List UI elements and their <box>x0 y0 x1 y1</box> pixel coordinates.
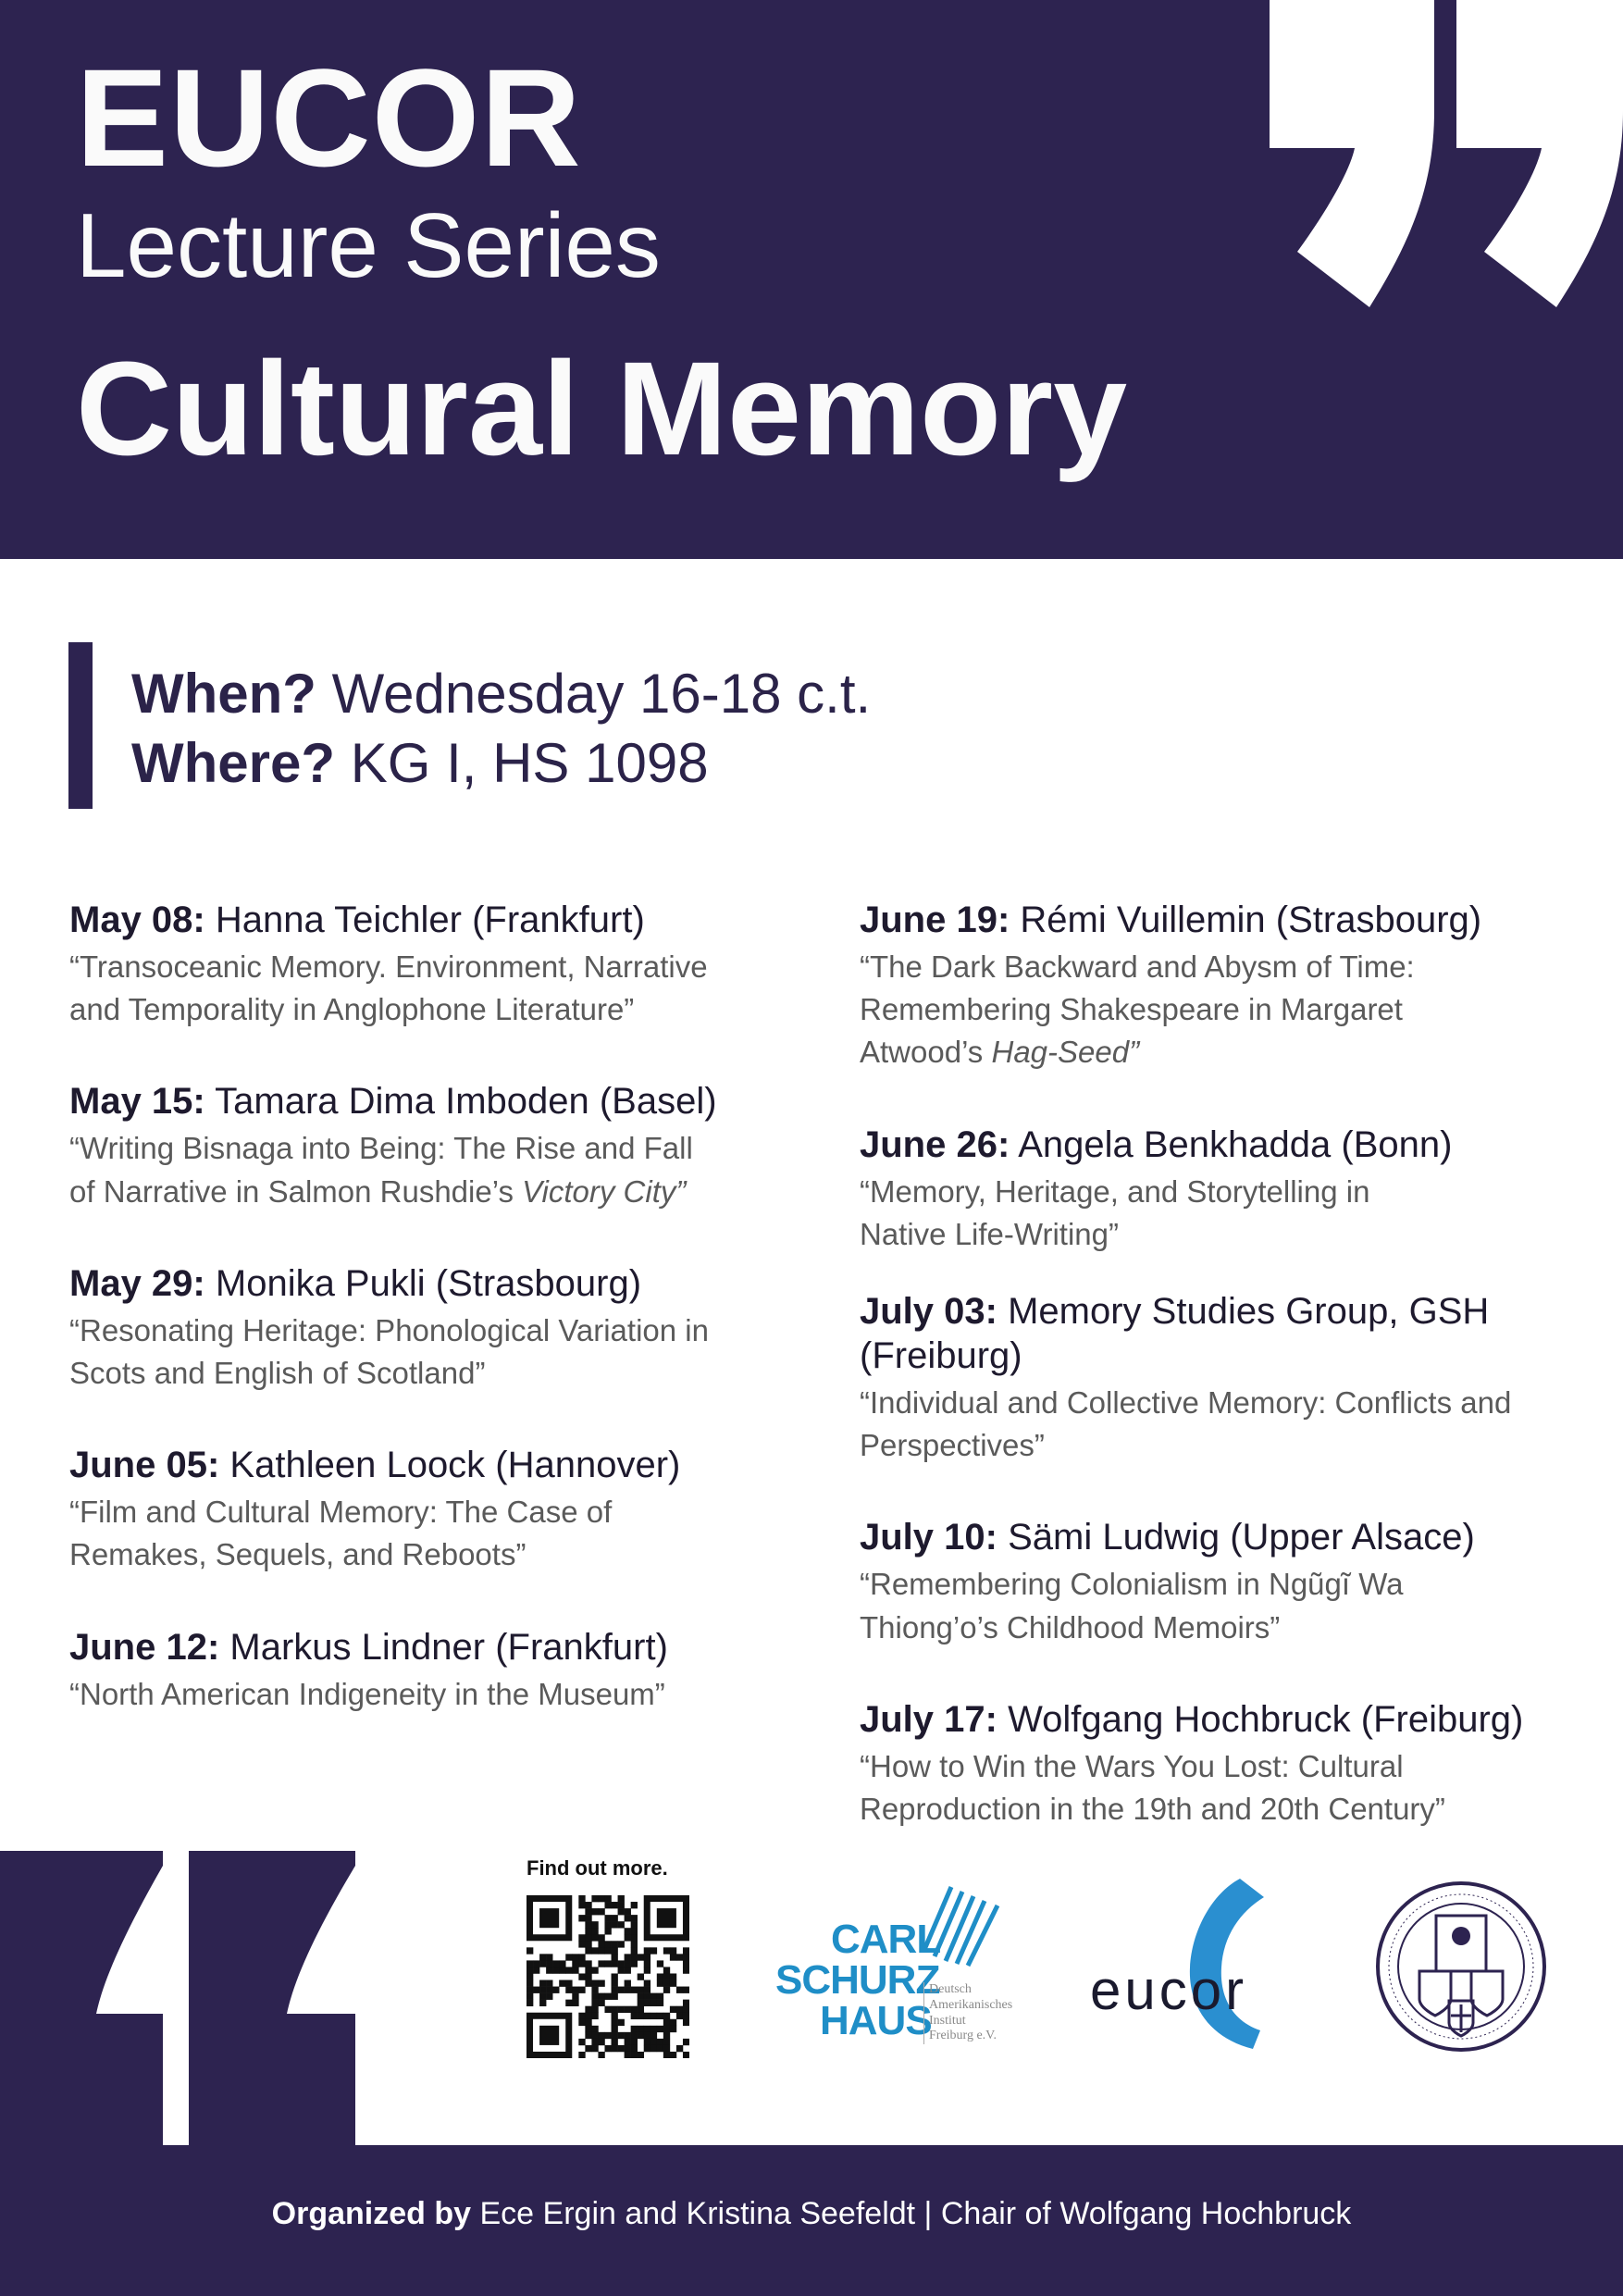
lecture-item <box>860 1289 1600 1467</box>
lecture-item <box>69 1625 810 1716</box>
lecture-date: July 17: <box>860 1698 997 1740</box>
lecture-speaker: Monika Pukli (Strasbourg) <box>215 1262 642 1304</box>
carl-schurz-haus-logo <box>775 1882 1025 2049</box>
lecture-topic: “How to Win the Wars You Lost: Cultural Reproduction in the 19th and 20th Century” <box>860 1748 1445 1826</box>
lecture-series-title: Cultural Memory <box>76 334 1128 483</box>
lecture-speaker: Markus Lindner (Frankfurt) <box>229 1626 668 1668</box>
series-subtitle: Lecture Series <box>76 194 661 296</box>
lecture-topic: “Resonating Heritage: Phonological Variation in Scots and English of Scotland” <box>69 1312 709 1390</box>
where-line <box>131 728 871 798</box>
lecture-speaker: Kathleen Loock (Hannover) <box>229 1445 681 1486</box>
when-value: Wednesday 16-18 c.t. <box>331 663 872 725</box>
when-label: When? <box>131 663 316 725</box>
csh-small-line: Deutsch <box>929 1982 972 1996</box>
closing-quote-icon <box>1258 0 1623 315</box>
csh-subtitle <box>923 1982 1012 2044</box>
lecture-topic: “Memory, Heritage, and Storytelling in Native Life-Writing” <box>860 1173 1370 1251</box>
university-seal-icon <box>1375 1880 1547 2053</box>
csh-small-line: Amerikanisches <box>929 1997 1013 2012</box>
where-value: KG I, HS 1098 <box>350 732 709 794</box>
lecture-date: June 05: <box>69 1445 220 1486</box>
where-label: Where? <box>131 732 336 794</box>
lecture-item <box>69 1443 810 1576</box>
lecture-topic: “Film and Cultural Memory: The Case of Remakes, Sequels, and Reboots” <box>69 1495 613 1572</box>
lectures-left-column <box>69 898 810 1716</box>
lecture-item <box>860 1515 1600 1648</box>
event-info <box>131 659 871 798</box>
lecture-speaker: Memory Studies Group, GSH (Freiburg) <box>860 1290 1490 1376</box>
lecture-item <box>860 1123 1600 1256</box>
lecture-date: May 15: <box>69 1081 205 1123</box>
lecture-speaker: Wolfgang Hochbruck (Freiburg) <box>1008 1698 1524 1740</box>
csh-small-line: Institut <box>929 2013 966 2028</box>
lectures-right-column <box>860 898 1600 1831</box>
lecture-topic: “Remembering Colonialism in Ngũgĩ Wa Thiong’o’s Childhood Memoirs” <box>860 1567 1404 1644</box>
eucor-wordmark: eucor <box>1090 1959 1248 2021</box>
lecture-item <box>69 1079 810 1212</box>
brand-title: EUCOR <box>76 40 582 195</box>
lecture-topic: “The Dark Backward and Abysm of Time: Remembering Shakespeare in Margaret Atwood’s <box>860 949 1415 1070</box>
lecture-item <box>69 1261 810 1395</box>
lecture-topic: “Transoceanic Memory. Environment, Narrative and Temporality in Anglophone Literature” <box>69 949 708 1027</box>
organized-text: Ece Ergin and Kristina Seefeldt | Chair of Wolfgang Hochbruck <box>479 2196 1352 2231</box>
lecture-topic: “Individual and Collective Memory: Conflicts and Perspectives” <box>860 1384 1512 1463</box>
lecture-date: May 08: <box>69 900 205 940</box>
organizers-line <box>0 2196 1623 2232</box>
lecture-speaker: Angela Benkhadda (Bonn) <box>1018 1123 1453 1165</box>
qr-code-icon[interactable] <box>527 1895 689 2058</box>
lecture-speaker: Sämi Ludwig (Upper Alsace) <box>1008 1517 1475 1558</box>
lecture-speaker: Tamara Dima Imboden (Basel) <box>215 1081 717 1123</box>
lecture-topic-italic: Hag-Seed” <box>991 1035 1140 1070</box>
when-line <box>131 659 871 728</box>
opening-quote-icon <box>0 1851 355 2145</box>
lecture-date: June 12: <box>69 1626 220 1668</box>
lecture-item <box>860 898 1600 1074</box>
lecture-topic: “North American Indigeneity in the Museum” <box>69 1676 665 1711</box>
lecture-topic-italic: Victory City” <box>522 1173 687 1209</box>
lecture-date: June 26: <box>860 1123 1010 1165</box>
csh-line-3: HAUS <box>820 1998 932 2043</box>
eucor-logo <box>1090 1875 1303 2051</box>
lecture-speaker: Hanna Teichler (Frankfurt) <box>215 900 645 940</box>
lecture-date: July 03: <box>860 1290 997 1332</box>
lecture-date: June 19: <box>860 900 1010 940</box>
csh-line-1: CARL <box>831 1917 941 1962</box>
lecture-topic: “Writing Bisnaga into Being: The Rise and Fall of Narrative in Salmon Rushdie’s <box>69 1131 693 1209</box>
lecture-item <box>860 1697 1600 1831</box>
csh-line-2: SCHURZ <box>775 1957 940 2003</box>
organized-label: Organized by <box>271 2196 472 2231</box>
lecture-date: May 29: <box>69 1262 205 1304</box>
lecture-date: July 10: <box>860 1517 997 1558</box>
info-accent-bar <box>68 642 93 809</box>
lecture-item <box>69 898 810 1031</box>
lecture-speaker: Rémi Vuillemin (Strasbourg) <box>1020 900 1482 940</box>
find-out-more-label: Find out more. <box>527 1856 668 1880</box>
csh-small-line: Freiburg e.V. <box>929 2029 997 2043</box>
